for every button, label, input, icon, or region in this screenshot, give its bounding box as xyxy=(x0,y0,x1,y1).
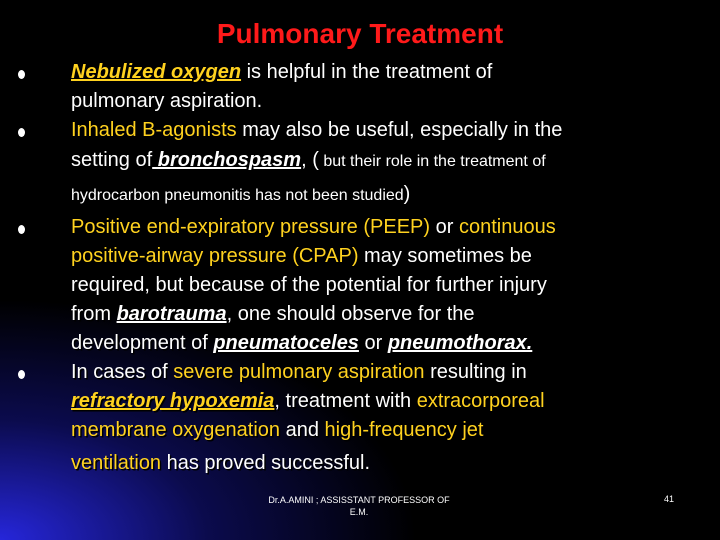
term-high-frequency-jet: high-frequency jet xyxy=(324,419,484,441)
bullet-text: has proved successful. xyxy=(161,452,371,474)
bullet-line xyxy=(71,387,708,416)
bullet-text: is helpful in the treatment of xyxy=(241,61,493,83)
bullet-text: may also be useful, especially in the xyxy=(236,119,563,141)
bullet-text: , treatment with xyxy=(274,390,417,412)
bullet-item xyxy=(18,58,708,116)
term-pneumothorax: pneumothorax. xyxy=(387,332,533,354)
bullet-line xyxy=(71,213,708,242)
bullet-dot-icon xyxy=(18,128,25,137)
bullet-line xyxy=(71,416,708,445)
bullet-note: but their role in the treatment of xyxy=(318,153,546,170)
slide-footer xyxy=(252,494,466,518)
term-ventilation: ventilation xyxy=(71,452,162,474)
bullet-dot-icon xyxy=(18,70,25,79)
bullet-line xyxy=(71,300,708,329)
bullet-text: resulting in xyxy=(424,361,527,383)
bullet-dot-icon xyxy=(18,225,25,234)
term-pneumatoceles: pneumatoceles xyxy=(213,332,359,354)
bullet-text: and xyxy=(280,419,325,441)
bullet-note: hydrocarbon pneumonitis has not been studied xyxy=(71,187,404,204)
slide-title: Pulmonary Treatment xyxy=(216,18,504,49)
term-barotrauma: barotrauma xyxy=(116,303,227,325)
bullet-text: , one should observe for the xyxy=(226,303,475,325)
page-number: 41 xyxy=(664,494,675,504)
term-continuous: continuous xyxy=(458,216,556,238)
bullet-line xyxy=(71,358,708,387)
bullet-line xyxy=(71,329,708,358)
bullet-item xyxy=(18,213,708,358)
bullet-text: setting of xyxy=(71,149,153,171)
bullet-line: required, but because of the potential for further injury xyxy=(71,274,547,296)
bullet-item xyxy=(18,116,708,213)
bullet-line xyxy=(71,177,708,213)
bullet-text: or xyxy=(358,332,388,354)
bullet-line xyxy=(71,445,708,481)
term-extracorporeal: extracorporeal xyxy=(416,390,545,412)
term-refractory-hypoxemia: refractory hypoxemia xyxy=(71,390,275,412)
bullet-line xyxy=(71,116,708,145)
bullet-line xyxy=(71,242,708,271)
bullet-text: may sometimes be xyxy=(358,245,532,267)
bullet-text: or xyxy=(430,216,459,238)
term-peep: Positive end-expiratory pressure (PEEP) xyxy=(71,216,431,238)
term-nebulized-oxygen: Nebulized oxygen xyxy=(71,61,242,83)
bullet-text: from xyxy=(71,303,117,325)
bullet-item xyxy=(18,358,708,481)
bullet-line: pulmonary aspiration. xyxy=(71,90,263,112)
term-membrane-oxygenation: membrane oxygenation xyxy=(71,419,281,441)
term-bronchospasm: bronchospasm xyxy=(152,149,302,171)
term-inhaled-b-agonists: Inhaled B-agonists xyxy=(71,119,237,141)
footer-author-dept: E.M. xyxy=(349,507,369,517)
bullet-list xyxy=(18,58,708,481)
bullet-line xyxy=(71,58,708,87)
bullet-line xyxy=(71,145,708,177)
footer-author: Dr.A.AMINI ; ASSISSTANT PROFESSOR OF xyxy=(268,495,450,505)
bullet-text: In cases of xyxy=(71,361,174,383)
term-cpap: positive-airway pressure (CPAP) xyxy=(71,245,359,267)
bullet-text: ) xyxy=(403,183,411,205)
bullet-text: development of xyxy=(71,332,214,354)
bullet-dot-icon xyxy=(18,370,25,379)
term-severe-pulmonary-aspiration: severe pulmonary aspiration xyxy=(173,361,425,383)
bullet-text: , ( xyxy=(301,149,319,171)
